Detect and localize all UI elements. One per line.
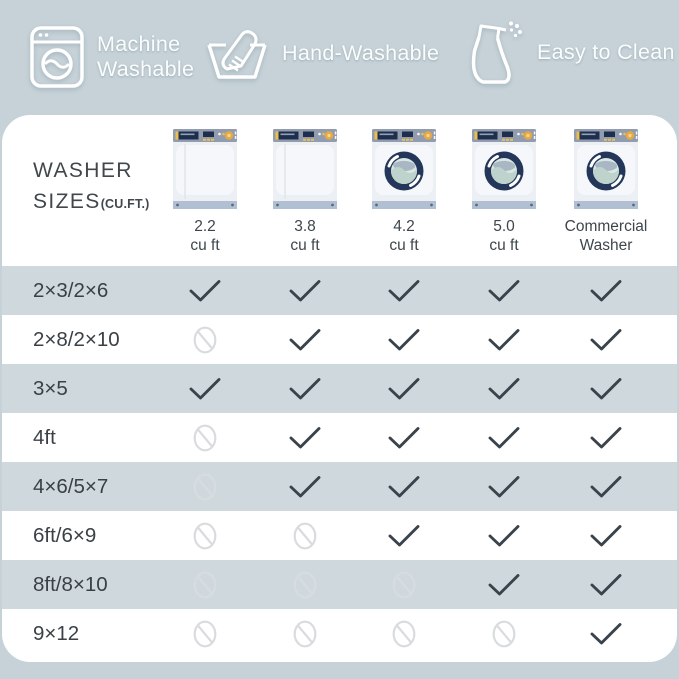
check-icon [589,621,623,646]
size-table-body [2,266,677,658]
corner-title-line2: SIZES(CU.FT.) [33,190,150,213]
check-icon [387,523,421,548]
check-icon [589,425,623,450]
table-row [2,315,677,364]
not-allowed-icon [492,619,517,648]
washer-column-header [348,129,460,256]
check-icon [387,327,421,352]
washer-column-header [550,129,662,256]
feature-label: Hand-Washable [282,41,440,66]
corner-title [33,159,150,214]
not-allowed-icon [193,521,218,550]
spray-bottle-icon [466,20,524,86]
check-icon [188,278,222,303]
check-icon [387,376,421,401]
not-allowed-icon [193,423,218,452]
not-allowed-icon [293,619,318,648]
not-allowed-icon [392,570,417,599]
check-icon [589,278,623,303]
check-icon [487,278,521,303]
washing-machine-icon [30,26,84,88]
check-icon [589,572,623,597]
feature-machine-washable [30,26,201,88]
hand-wash-icon [205,25,269,83]
check-icon [387,474,421,499]
washer-column-header [249,129,361,256]
rug-size-label: 2×3/2×6 [33,279,109,302]
feature-hand-washable [205,25,439,83]
check-icon [387,425,421,450]
washer-size-caption: 4.2 cu ft [389,218,419,255]
feature-label: Machine Washable [97,31,195,81]
washer-size-caption: 5.0 cu ft [489,218,519,255]
not-allowed-icon [193,570,218,599]
check-icon [589,474,623,499]
check-icon [589,327,623,352]
check-icon [288,278,322,303]
check-icon [387,278,421,303]
check-icon [487,376,521,401]
table-header [2,115,677,266]
check-icon [288,376,322,401]
washer-size-caption: 2.2 cu ft [190,218,220,255]
corner-title-line1: WASHER [33,159,133,182]
front-load-washer-icon [574,196,638,213]
not-allowed-icon [293,570,318,599]
check-icon [487,523,521,548]
check-icon [589,523,623,548]
check-icon [288,425,322,450]
front-load-washer-icon [372,196,436,213]
corner-title-suffix: (CU.FT.) [100,197,150,211]
rug-size-label: 3×5 [33,377,68,400]
feature-easy-to-clean [466,20,675,86]
top-load-washer-icon [173,196,237,213]
rug-size-label: 6ft/6×9 [33,524,97,547]
check-icon [487,572,521,597]
rug-size-label: 8ft/8×10 [33,573,108,596]
check-icon [487,327,521,352]
table-row [2,609,677,658]
check-icon [188,376,222,401]
top-load-washer-icon [273,196,337,213]
rug-size-label: 4ft [33,426,56,449]
not-allowed-icon [193,619,218,648]
check-icon [589,376,623,401]
table-row [2,364,677,413]
table-row [2,413,677,462]
washer-column-header [149,129,261,256]
front-load-washer-icon [472,196,536,213]
feature-label: Easy to Clean [537,40,675,65]
not-allowed-icon [392,619,417,648]
table-row [2,462,677,511]
check-icon [288,327,322,352]
not-allowed-icon [193,325,218,354]
not-allowed-icon [293,521,318,550]
rug-size-label: 4×6/5×7 [33,475,109,498]
washer-size-caption: Commercial Washer [564,218,648,255]
check-icon [487,425,521,450]
table-row [2,560,677,609]
rug-size-label: 9×12 [33,622,80,645]
table-row [2,511,677,560]
check-icon [288,474,322,499]
table-row [2,266,677,315]
washer-column-header [448,129,560,256]
check-icon [487,474,521,499]
not-allowed-icon [193,472,218,501]
washer-size-caption: 3.8 cu ft [290,218,320,255]
rug-size-label: 2×8/2×10 [33,328,120,351]
size-compatibility-card [2,115,677,662]
